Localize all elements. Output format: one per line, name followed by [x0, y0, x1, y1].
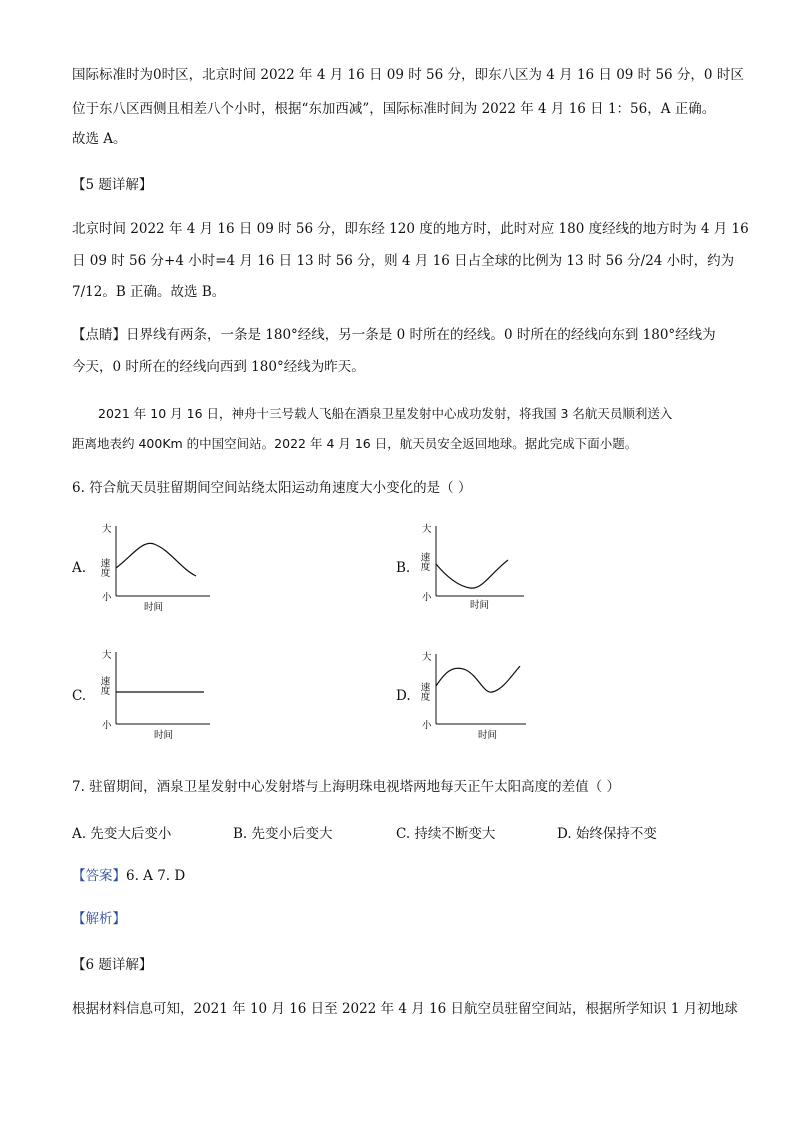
y-axis-max-label: 大 [102, 650, 112, 661]
paragraph-line: 国际标准时为0时区，北京时间 2022 年 4 月 16 日 09 时 56 分，即东八区为 4 月 16 日 09 时 56 分，0 时区 [72, 67, 744, 83]
option-a-curve [116, 543, 196, 576]
question-7: 7. 驻留期间，酒泉卫星发射中心发射塔与上海明珠电视塔两地每天正午太阳高度的差值（ ） [72, 779, 620, 795]
answer-label: 【答案】 [72, 868, 126, 884]
y-axis-max-label: 大 [422, 652, 432, 663]
y-axis-min-label: 小 [422, 592, 432, 603]
x-axis-title: 时间 [144, 602, 164, 613]
passage-line: 2021 年 10 月 16 日，神舟十三号载人飞船在酒泉卫星发射中心成功发射，将我国 3 名航天员顺利送入 [98, 406, 673, 421]
analysis-label: 【解析】 [72, 911, 126, 927]
option-b-graph [414, 520, 534, 615]
option-d-curve [436, 666, 520, 692]
paragraph-line: 根据材料信息可知，2021 年 10 月 16 日至 2022 年 4 月 16 日航空员驻留空间站，根据所学知识 1 月初地球 [72, 1001, 738, 1017]
answer-line [72, 867, 185, 885]
q7-choice-c: C. 持续不断变大 [396, 826, 496, 842]
paragraph-line: 北京时间 2022 年 4 月 16 日 09 时 56 分，即东经 120 度的地方时，此时对应 180 度经线的地方时为 4 月 16 [72, 221, 749, 237]
y-axis-min-label: 小 [102, 592, 112, 603]
question-6: 6. 符合航天员驻留期间空间站绕太阳运动角速度大小变化的是（ ） [72, 480, 472, 496]
paragraph-line: 故选 A。 [72, 131, 127, 147]
answer-text: 6. A 7. D [126, 868, 186, 884]
q7-choice-a: A. 先变大后变小 [72, 826, 172, 842]
tip-label: 【点睛】 [72, 327, 126, 343]
section-heading-q5: 【5 题详解】 [72, 177, 153, 193]
paragraph-line: 日 09 时 56 分+4 小时=4 月 16 日 13 时 56 分，则 4 月 16 日占全球的比例为 13 时 56 分/24 小时，约为 [72, 253, 735, 269]
tip-line [72, 326, 716, 344]
tip-text: 日界线有两条，一条是 180°经线，另一条是 0 时所在的经线。0 时所在的经线向东到 180°经线为 [126, 327, 716, 343]
y-axis-min-label: 小 [102, 720, 112, 731]
x-axis-title: 时间 [478, 730, 498, 741]
q7-choice-d: D. 始终保持不变 [557, 826, 657, 842]
option-a-graph [92, 520, 217, 615]
y-axis-title: 速度 [418, 682, 430, 701]
option-a-label: A. [72, 560, 87, 576]
option-b-label: B. [396, 560, 411, 576]
x-axis-title: 时间 [470, 600, 490, 611]
y-axis-max-label: 大 [422, 524, 432, 535]
paragraph-line: 今天，0 时所在的经线向西到 180°经线为昨天。 [72, 359, 365, 375]
option-d-label: D. [396, 688, 411, 704]
section-heading-q6: 【6 题详解】 [72, 957, 153, 973]
x-axis-title: 时间 [154, 730, 174, 741]
option-c-label: C. [72, 688, 87, 704]
option-d-graph [414, 646, 534, 746]
y-axis-title: 速度 [98, 558, 110, 577]
y-axis-title: 速度 [418, 552, 430, 571]
y-axis-min-label: 小 [422, 720, 432, 731]
option-b-curve [436, 560, 508, 588]
paragraph-line: 7/12。B 正确。故选 B。 [72, 284, 226, 300]
y-axis-max-label: 大 [102, 524, 112, 535]
passage-line: 距离地表约 400Km 的中国空间站。2022 年 4 月 16 日，航天员安全返回地球。据此完成下面小题。 [72, 436, 638, 451]
paragraph-line: 位于东八区西侧且相差八个小时，根据“东加西减”，国际标准时间为 2022 年 4 月 16 日 1：56，A 正确。 [72, 101, 716, 117]
q7-choice-b: B. 先变小后变大 [233, 826, 333, 842]
y-axis-title: 速度 [98, 676, 110, 695]
option-c-graph [92, 646, 217, 746]
